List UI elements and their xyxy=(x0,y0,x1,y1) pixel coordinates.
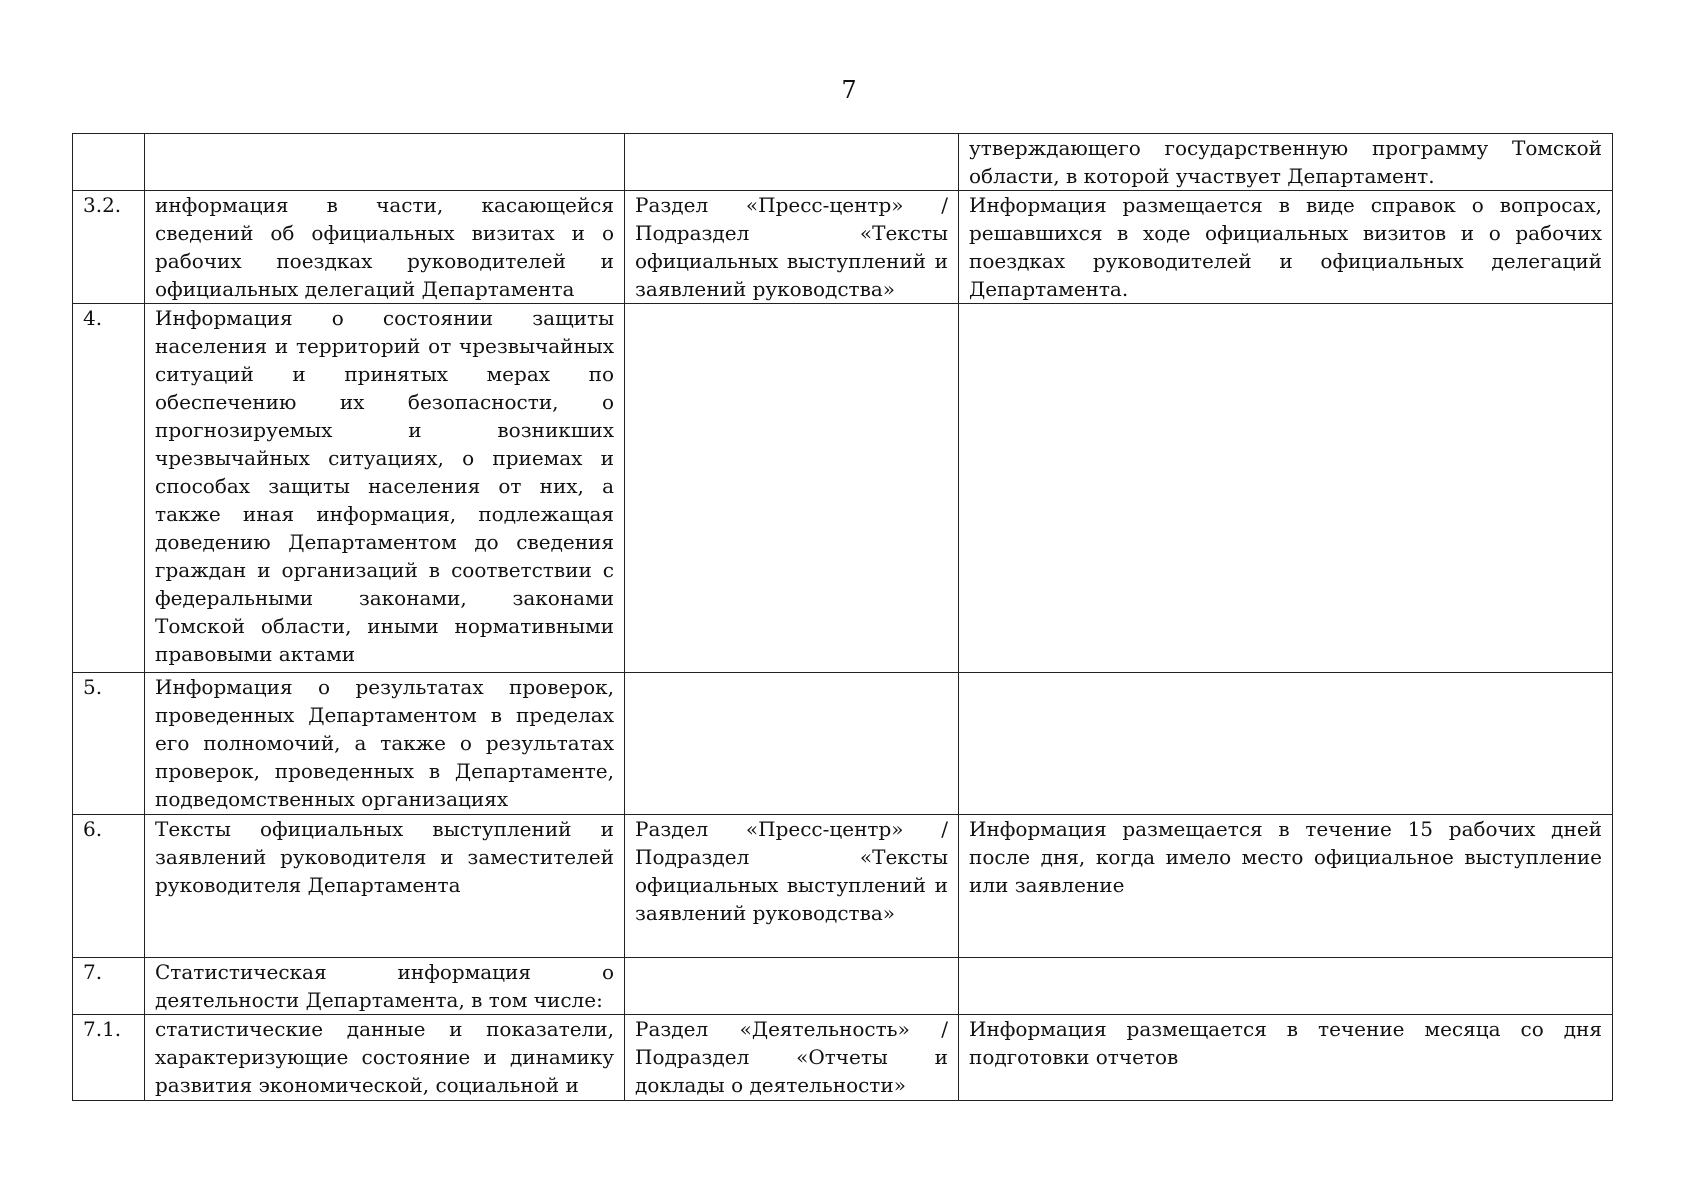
table-row xyxy=(73,191,1613,304)
row-number-cell: 3.2. xyxy=(73,191,145,304)
info-name-cell: Статистическая информация о деятельности Департамента, в том числе: xyxy=(145,958,625,1015)
info-name-cell: Тексты официальных выступлений и заявлений руководителя и заместителей руководителя Департамента xyxy=(145,815,625,958)
info-name-cell: Информация о состоянии защиты населения и территорий от чрезвычайных ситуаций и принятых мерах по обеспечению их безопасности, о прогнозируемых и возникших чрезвычайных ситуациях, о приемах и способах защиты населения от них, а также иная информация, подлежащая доведению Департаментом до сведения граждан и организаций в соответствии с федеральными законами, законами Томской области, иными нормативными правовыми актами xyxy=(145,304,625,673)
table-row xyxy=(73,815,1613,958)
info-name-cell: Информация о результатах проверок, проведенных Департаментом в пределах его полномочий, а также о результатах проверок, проведенных в Департаменте, подведомственных организациях xyxy=(145,673,625,815)
site-location-cell: Раздел «Пресс-центр» / Подраздел «Тексты официальных выступлений и заявлений руководства» xyxy=(625,191,959,304)
placement-note-cell xyxy=(959,304,1613,673)
row-number-cell: 5. xyxy=(73,673,145,815)
table-row xyxy=(73,1015,1613,1101)
table-row xyxy=(73,304,1613,673)
site-location-cell xyxy=(625,134,959,191)
placement-note-cell: Информация размещается в виде справок о вопросах, решавшихся в ходе официальных визитов и о рабочих поездках руководителей и официальных делегаций Департамента. xyxy=(959,191,1613,304)
table-row xyxy=(73,134,1613,191)
row-number-cell: 7. xyxy=(73,958,145,1015)
page-number: 7 xyxy=(841,76,857,104)
info-name-cell: информация в части, касающейся сведений об официальных визитах и о рабочих поездках руководителей и официальных делегаций Департамента xyxy=(145,191,625,304)
row-number-cell: 7.1. xyxy=(73,1015,145,1101)
table-row xyxy=(73,958,1613,1015)
info-name-cell: статистические данные и показатели, характеризующие состояние и динамику развития экономической, социальной и xyxy=(145,1015,625,1101)
info-name-cell xyxy=(145,134,625,191)
site-location-cell: Раздел «Деятельность» / Подраздел «Отчеты и доклады о деятельности» xyxy=(625,1015,959,1101)
info-table xyxy=(72,133,1613,1101)
placement-note-cell xyxy=(959,673,1613,815)
placement-note-cell: утверждающего государственную программу Томской области, в которой участвует Департамент. xyxy=(959,134,1613,191)
site-location-cell xyxy=(625,304,959,673)
site-location-cell: Раздел «Пресс-центр» / Подраздел «Тексты официальных выступлений и заявлений руководства» xyxy=(625,815,959,958)
placement-note-cell: Информация размещается в течение месяца со дня подготовки отчетов xyxy=(959,1015,1613,1101)
site-location-cell xyxy=(625,958,959,1015)
placement-note-cell xyxy=(959,958,1613,1015)
site-location-cell xyxy=(625,673,959,815)
row-number-cell xyxy=(73,134,145,191)
placement-note-cell: Информация размещается в течение 15 рабочих дней после дня, когда имело место официальное выступление или заявление xyxy=(959,815,1613,958)
row-number-cell: 6. xyxy=(73,815,145,958)
row-number-cell: 4. xyxy=(73,304,145,673)
table-row xyxy=(73,673,1613,815)
